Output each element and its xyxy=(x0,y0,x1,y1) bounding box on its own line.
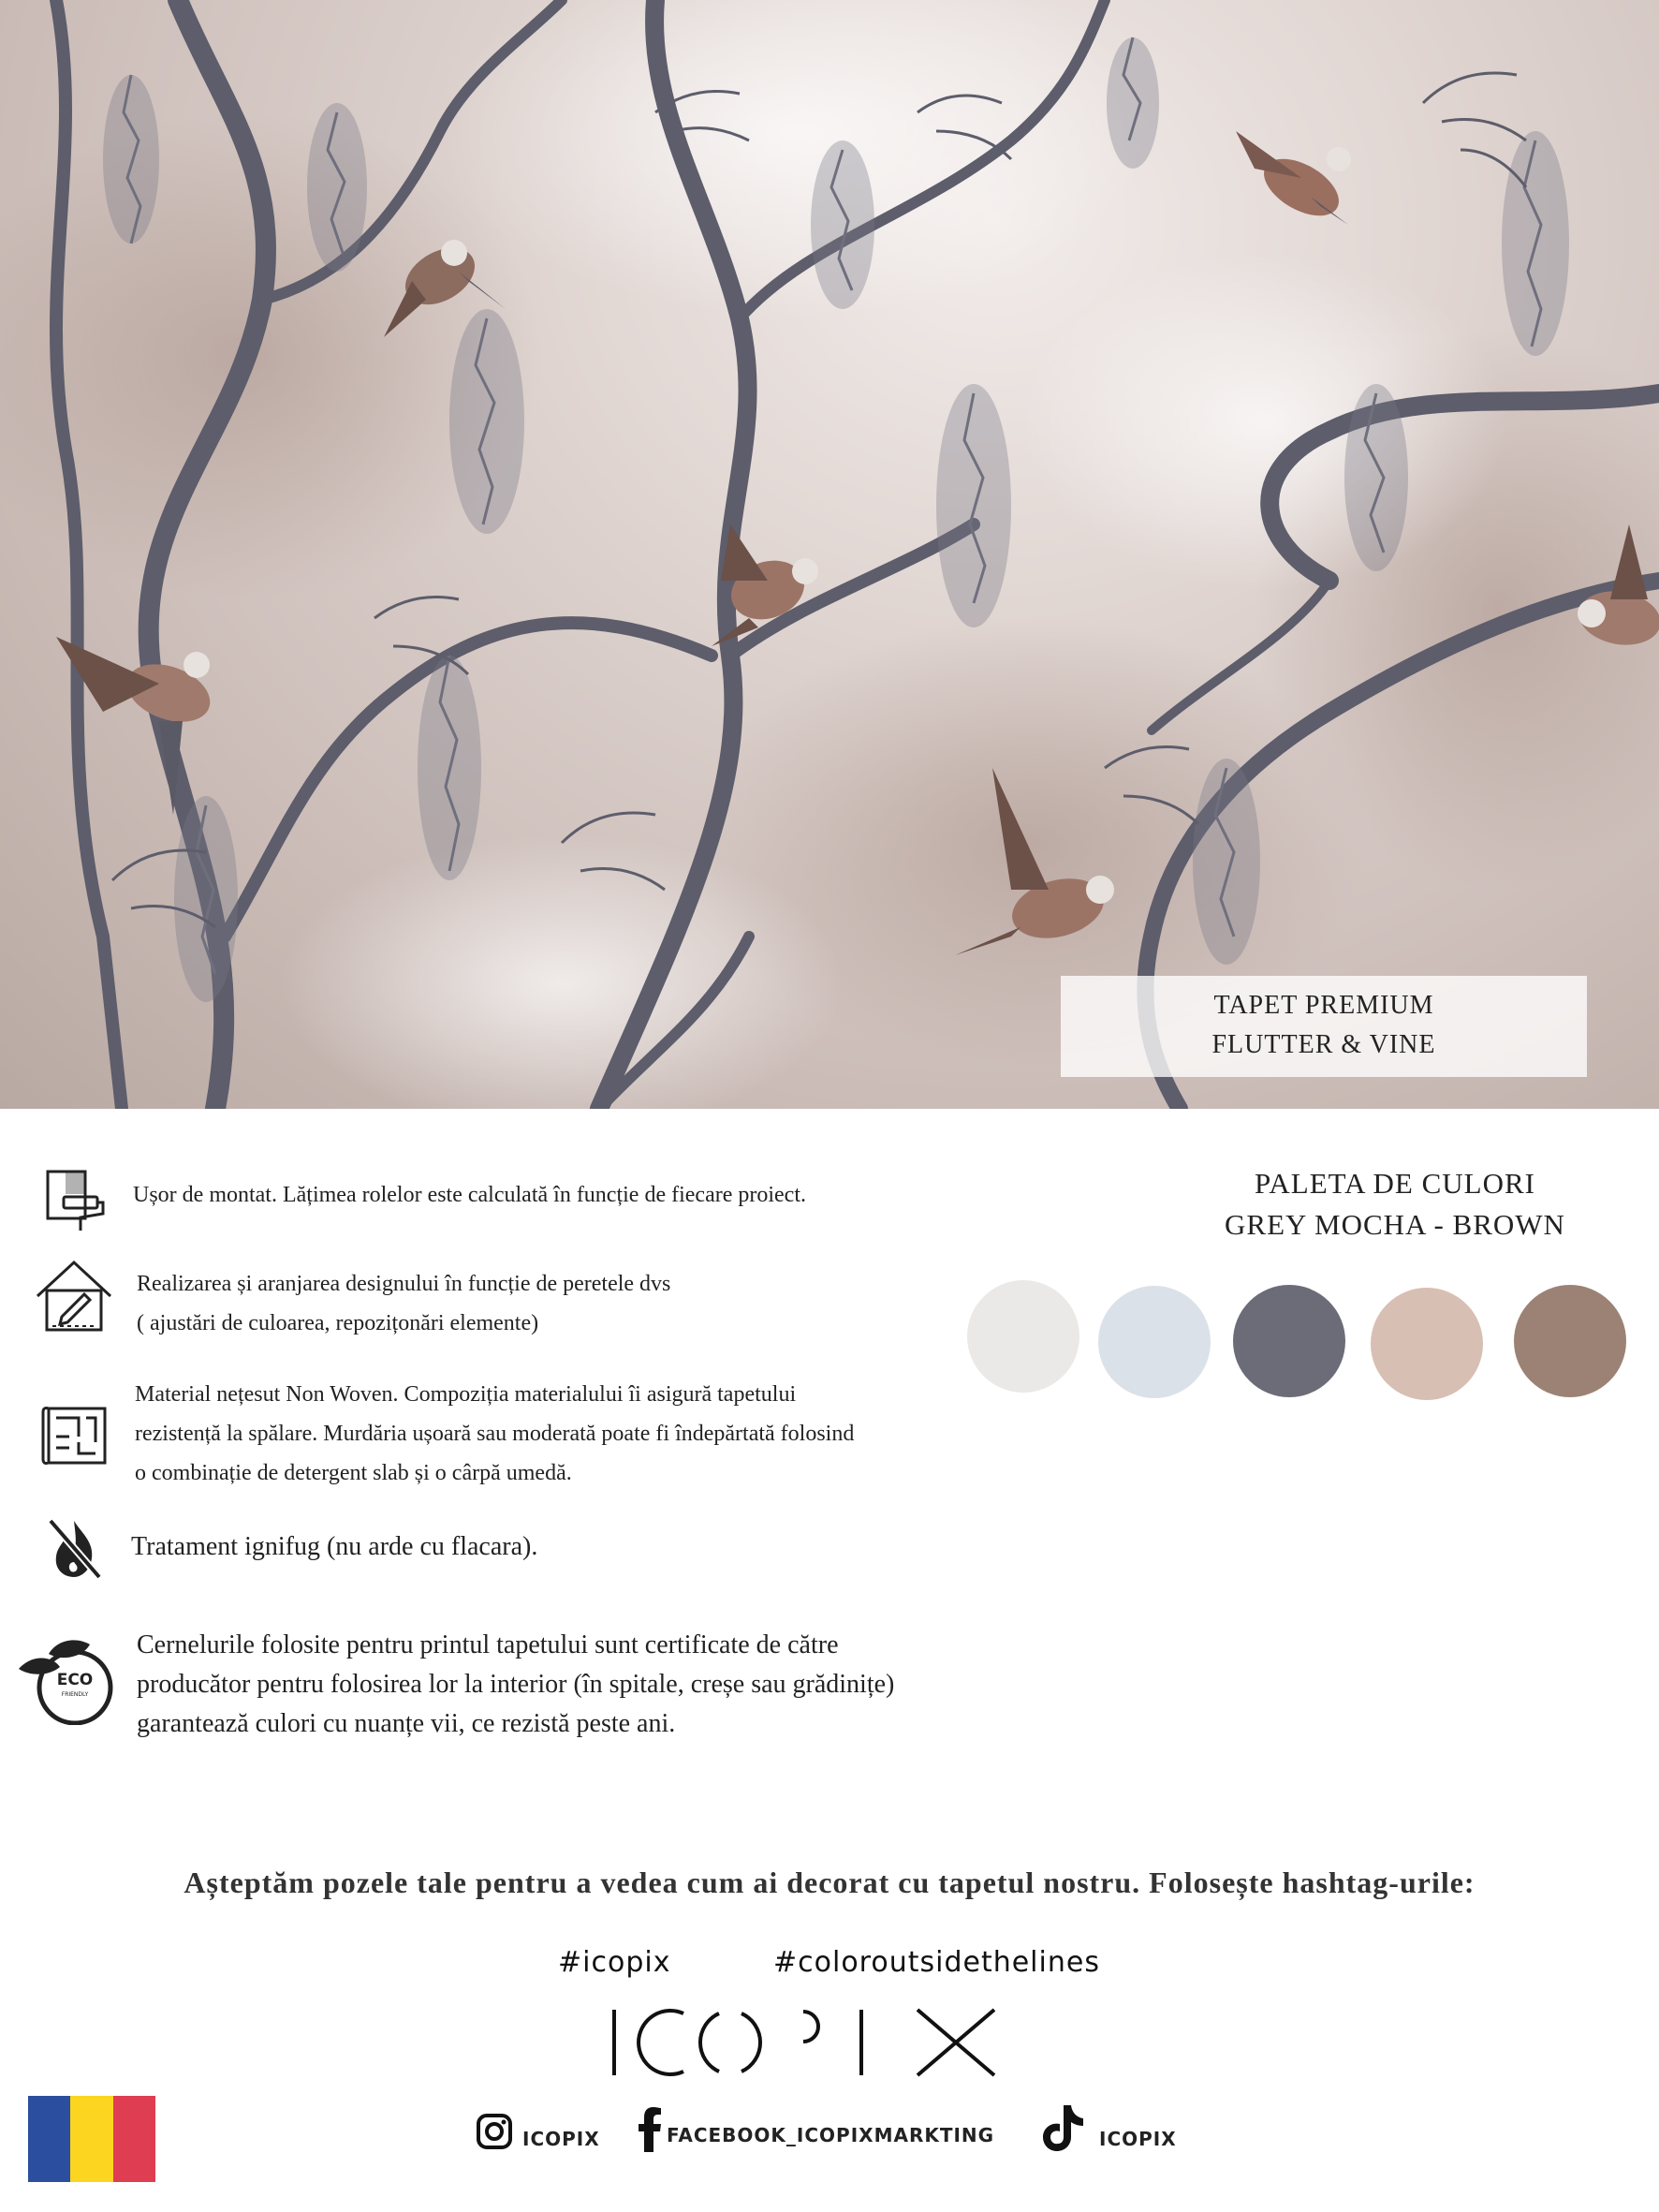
feature-line: Realizarea și aranjarea designului în funcție de peretele dvs xyxy=(137,1272,671,1296)
feature-line: o combinație de detergent slab și o cârpă umedă. xyxy=(135,1461,572,1485)
tiktok-icon[interactable] xyxy=(1041,2103,1084,2152)
feature-line: ( ajustări de culoarea, repozițonări elemente) xyxy=(137,1311,539,1335)
feature-line: producător pentru folosirea lor la interior (în spitale, creșe sau grădinițe) xyxy=(137,1670,895,1699)
feature-line: Ușor de montat. Lățimea rolelor este calculată în funcție de fiecare proiect. xyxy=(133,1183,806,1207)
color-swatch-4 xyxy=(1371,1288,1483,1400)
feature-line: Tratament ignifug (nu arde cu flacara). xyxy=(131,1532,538,1561)
bird-illustration-2 xyxy=(1236,131,1351,228)
hashtag-intro-text: Așteptăm pozele tale pentru a vedea cum ai decorat cu tapetul nostru. Folosește hashtag-urile: xyxy=(184,1865,1475,1899)
product-title-line-2: FLUTTER & VINE xyxy=(1211,1030,1436,1059)
paint-roller-icon xyxy=(45,1169,107,1234)
eco-badge-sublabel: FRIENDLY xyxy=(61,1691,89,1698)
eco-badge-label: ECO xyxy=(56,1671,94,1689)
no-fire-icon xyxy=(45,1515,103,1581)
eco-friendly-icon xyxy=(15,1635,116,1725)
instagram-handle[interactable]: ICOPIX xyxy=(522,2128,600,2150)
flag-stripe-yellow xyxy=(70,2096,112,2182)
hashtag-icopix[interactable]: #icopix xyxy=(558,1946,671,1979)
palette-title xyxy=(1198,1163,1592,1246)
flag-stripe-red xyxy=(113,2096,155,2182)
facebook-icon[interactable] xyxy=(639,2107,661,2152)
icopix-logo xyxy=(609,2004,1002,2086)
product-title-box xyxy=(1061,976,1587,1077)
color-swatch-5 xyxy=(1514,1285,1626,1397)
color-swatch-1 xyxy=(967,1280,1079,1393)
facebook-handle[interactable]: FACEBOOK_ICOPIXMARKTING xyxy=(667,2124,995,2146)
color-swatch-2 xyxy=(1098,1286,1211,1398)
feature-line: Cernelurile folosite pentru printul tapetului sunt certificate de către xyxy=(137,1630,839,1659)
floor-plan-icon xyxy=(41,1405,109,1468)
product-title-line-1: TAPET PREMIUM xyxy=(1213,991,1434,1020)
house-pencil-icon xyxy=(34,1259,114,1335)
feature-text xyxy=(133,1178,806,1212)
icopix-logo-mark xyxy=(609,2004,1002,2081)
feature-text xyxy=(135,1375,854,1493)
instagram-icon[interactable] xyxy=(476,2113,513,2150)
palette-title-line-1: PALETA DE CULORI xyxy=(1255,1167,1535,1200)
palette-title-line-2: GREY MOCHA - BROWN xyxy=(1225,1208,1565,1241)
feature-line: rezistență la spălare. Murdăria ușoară sau moderată poate fi îndepărtată folosind xyxy=(135,1422,855,1446)
feature-line: Material nețesut Non Woven. Compoziția materialului îi asigură tapetului xyxy=(135,1382,797,1407)
romania-flag xyxy=(28,2096,155,2182)
feature-text xyxy=(131,1528,537,1566)
feature-line: garantează culori cu nuanțe vii, ce rezistă peste ani. xyxy=(137,1709,676,1738)
feature-text xyxy=(137,1626,894,1744)
feature-text xyxy=(137,1264,670,1343)
flag-stripe-blue xyxy=(28,2096,70,2182)
hashtag-coloroutsidethelines[interactable]: #coloroutsidethelines xyxy=(773,1946,1100,1979)
tiktok-handle[interactable]: ICOPIX xyxy=(1099,2128,1177,2150)
color-swatch-3 xyxy=(1233,1285,1345,1397)
